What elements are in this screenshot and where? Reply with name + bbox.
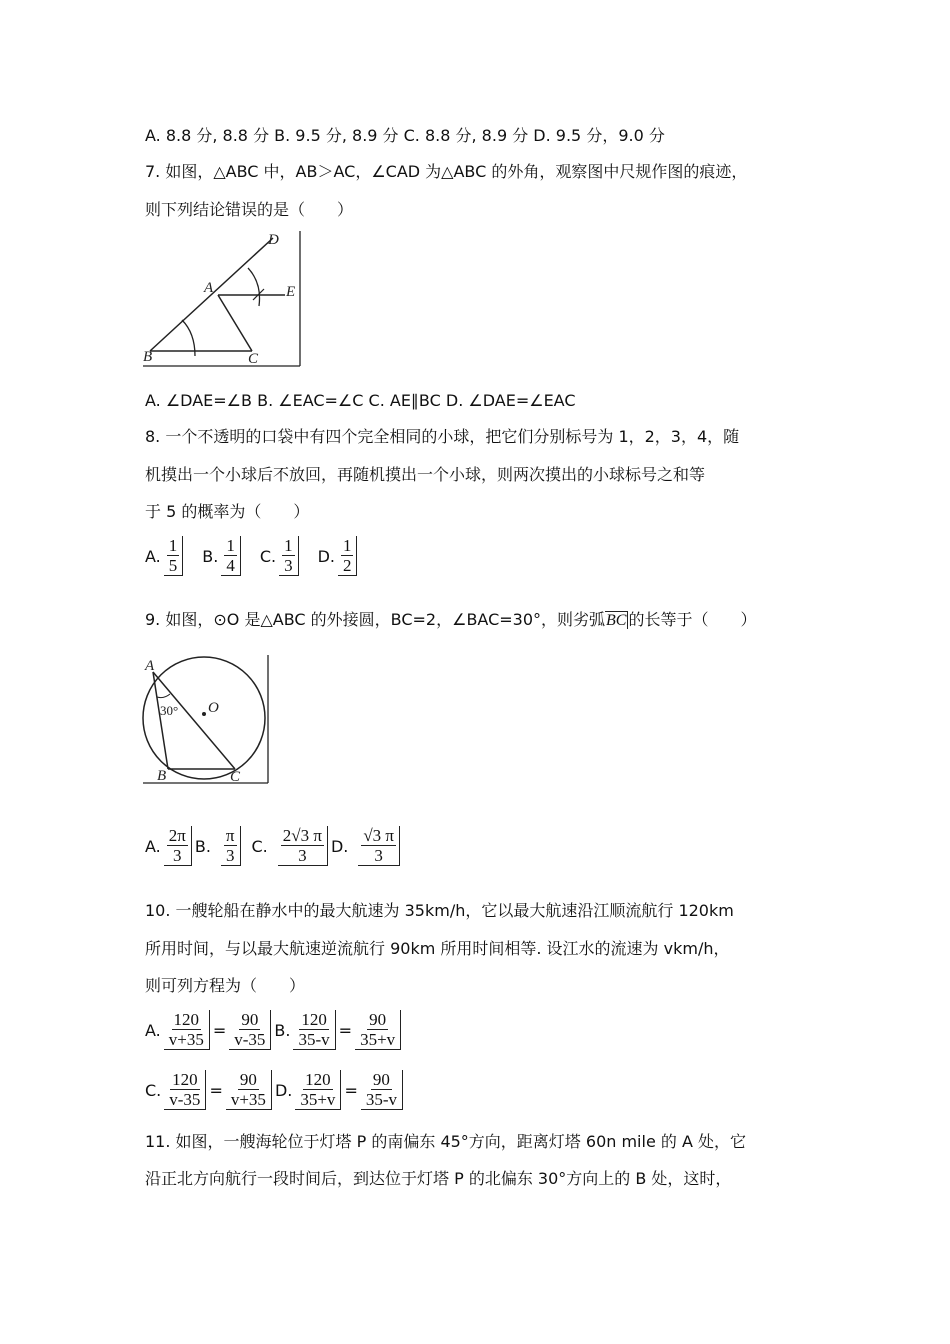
q9-text-after: 的长等于（ ） [628,610,757,629]
q10-option-c-right-fraction [226,1070,272,1110]
fraction-numerator: 2π [168,826,186,845]
q7-label-d: D [268,232,279,248]
q9-figure [140,652,272,787]
q8-text-line1: 8. 一个不透明的口袋中有四个完全相同的小球，把它们分别标号为 1，2，3，4，随 [145,427,740,446]
fraction-denominator: 3 [173,846,182,865]
fraction-denominator: 4 [226,556,235,575]
fraction-denominator: 35-v [365,1090,398,1109]
fraction-numerator: 90 [239,1070,257,1089]
fraction-denominator: 35+v [300,1090,336,1109]
fraction-numerator: 120 [301,1010,327,1029]
fraction-denominator: 3 [298,846,307,865]
fraction-numerator: 90 [241,1010,259,1029]
q10-option-d-right-fraction [361,1070,403,1110]
fraction-numerator: 120 [173,1010,200,1029]
fraction-denominator: 3 [225,846,235,865]
q6-options: A. 8.8 分, 8.8 分 B. 9.5 分, 8.9 分 C. 8.8 分, 8.9 分 D. 9.5 分，9.0 分 [145,126,665,145]
equals-sign: = [344,1080,358,1100]
q10-options-row2 [145,1070,406,1110]
equals-sign: = [209,1080,223,1100]
q10-option-d-label: D. [274,1080,293,1100]
q9-label-c: C [230,769,241,785]
q7-label-a: A [204,280,214,296]
q9-option-c-label: C. [251,836,268,856]
q8-option-a-label: A. [145,546,161,566]
q10-option-b-right-fraction [355,1010,401,1050]
q7-figure [140,228,305,370]
q10-option-a-label: A. [145,1020,161,1040]
q9-option-d-label: D. [330,836,349,856]
q9-label-angle: 30° [160,703,179,718]
q9-text-before: 9. 如图，⊙O 是△ABC 的外接圆，BC=2，∠BAC=30°，则劣弧 [145,610,606,629]
q10-option-c-label: C. [145,1080,162,1100]
fraction-numerator: 120 [305,1070,331,1089]
fraction-denominator: v+35 [168,1030,204,1049]
q10-option-a-left-fraction [164,1010,210,1050]
q10-option-b-label: B. [274,1020,291,1040]
q7-text-line1: 7. 如图，△ABC 中，AB＞AC，∠CAD 为△ABC 的外角，观察图中尺规作图的痕迹， [145,162,748,181]
q9-option-a-fraction [164,826,192,866]
q9-label-a: A [145,658,155,674]
fraction-denominator: 3 [374,846,383,865]
fraction-denominator: 5 [168,556,178,575]
fraction-denominator: v-35 [169,1090,201,1109]
q8-option-d-label: D. [317,546,335,566]
q7-label-b: B [143,349,153,365]
q9-options [145,826,403,866]
q9-label-o: O [208,700,219,716]
q8-option-b-fraction [221,536,241,576]
q7-label-c: C [248,351,259,367]
q8-option-b-label: B. [202,546,219,566]
q8-options [145,536,360,576]
q8-option-d-fraction [338,536,358,576]
q8-option-a-fraction [164,536,184,576]
fraction-denominator: 35-v [298,1030,330,1049]
fraction-numerator: √3 π [363,826,395,845]
q7-label-e: E [286,284,296,300]
q10-text-line1: 10. 一艘轮船在静水中的最大航速为 35km/h，它以最大航速沿江顺流航行 120km [145,901,734,920]
fraction-numerator: 90 [369,1010,387,1029]
q11-text-line1: 11. 如图，一艘海轮位于灯塔 P 的南偏东 45°方向，距离灯塔 60n mile 的 A 处，它 [145,1132,746,1151]
fraction-numerator: 120 [172,1070,198,1089]
fraction-denominator: 35+v [360,1030,396,1049]
q9-option-b-label: B. [194,836,211,856]
q10-option-a-right-fraction [229,1010,271,1050]
q9-option-c-fraction [278,826,328,866]
equals-sign: = [338,1020,353,1040]
q8-text-line3: 于 5 的概率为（ ） [145,502,310,521]
q9-label-b: B [157,768,167,784]
fraction-numerator: 1 [168,536,178,555]
fraction-numerator: 1 [284,536,293,555]
fraction-denominator: 3 [284,556,293,575]
q9-option-d-fraction [358,826,400,866]
q10-text-line2: 所用时间，与以最大航速逆流航行 90km 所用时间相等. 设江水的流速为 vkm/h， [145,939,730,958]
fraction-numerator: 2√3 π [282,826,322,845]
q10-option-b-left-fraction [293,1010,335,1050]
fraction-denominator: v+35 [230,1090,266,1109]
equals-sign: = [212,1020,227,1040]
q8-text-line2: 机摸出一个小球后不放回，再随机摸出一个小球，则两次摸出的小球标号之和等 [145,465,706,484]
q8-option-c-label: C. [259,546,277,566]
q10-option-d-left-fraction [295,1070,341,1110]
q7-text-line2: 则下列结论错误的是（ ） [145,200,354,219]
fraction-denominator: 2 [342,556,352,575]
fraction-numerator: π [225,826,235,845]
q9-option-a-label: A. [145,836,161,856]
fraction-numerator: 90 [372,1070,390,1089]
fraction-numerator: 1 [226,536,235,555]
q9-arc-bc: BC [606,612,627,629]
q9-option-b-fraction [221,826,241,866]
q9-text [145,609,757,632]
q7-options: A. ∠DAE=∠B B. ∠EAC=∠C C. AE∥BC D. ∠DAE=∠EAC [145,391,576,410]
q10-options-row1 [145,1010,404,1050]
fraction-denominator: v-35 [234,1030,266,1049]
q11-text-line2: 沿正北方向航行一段时间后，到达位于灯塔 P 的北偏东 30°方向上的 B 处，这时， [145,1169,732,1188]
q10-option-c-left-fraction [164,1070,206,1110]
q8-option-c-fraction [279,536,299,576]
q10-text-line3: 则可列方程为（ ） [145,976,306,995]
fraction-numerator: 1 [342,536,352,555]
